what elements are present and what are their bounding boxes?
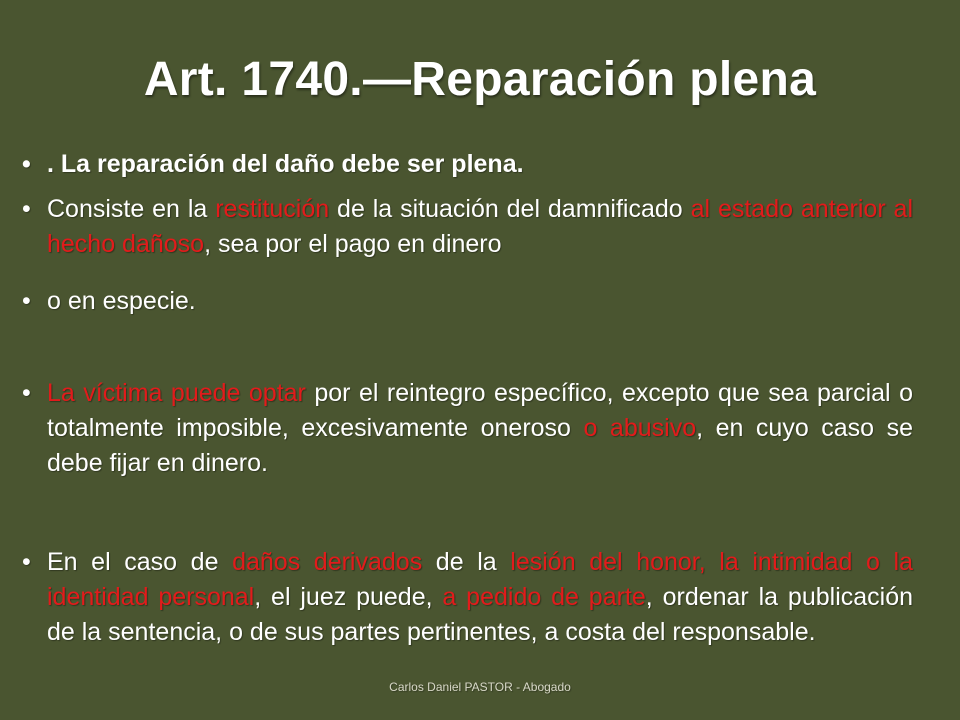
bullet-text: , el juez puede, (254, 583, 443, 611)
bullet-item (47, 284, 913, 319)
bullet-item (47, 147, 913, 182)
bullet-text: En el caso de (47, 548, 233, 576)
bullet-text: , ordenar la publicación de la sentencia, o de sus partes pertinentes, a costa del responsable. (47, 583, 914, 646)
highlighted-text: al estado anterior al hecho dañoso (47, 195, 913, 258)
highlighted-text: restitución (215, 195, 330, 223)
highlighted-text: lesión del honor, la intimidad o la identidad personal (47, 548, 913, 611)
bullet-text: . La reparación del daño debe ser plena. (47, 150, 524, 178)
bullet-text: , sea por el pago en dinero (204, 230, 502, 258)
bullet-item (47, 192, 913, 262)
bullet-text: Consiste en la (47, 195, 216, 223)
bullet-text: de la (422, 548, 511, 576)
highlighted-text: o abusivo (583, 414, 697, 442)
bullet-text: de la situación del damnificado (329, 195, 691, 223)
slide-title: Art. 1740.—Reparación plena (143, 53, 817, 106)
highlighted-text: La víctima puede optar (47, 379, 306, 407)
bullet-text: por el reintegro específico, excepto que sea parcial o totalmente imposible, excesivamente oneroso (47, 379, 913, 442)
bullet-text: , en cuyo caso se debe fijar en dinero. (47, 414, 913, 477)
bullet-item (47, 376, 913, 481)
bullet-item (47, 545, 913, 650)
highlighted-text: daños derivados (232, 548, 423, 576)
highlighted-text: a pedido de parte (442, 583, 646, 611)
bullet-text: o en especie. (47, 287, 196, 315)
footer-author: Carlos Daniel PASTOR - Abogado (389, 680, 571, 694)
